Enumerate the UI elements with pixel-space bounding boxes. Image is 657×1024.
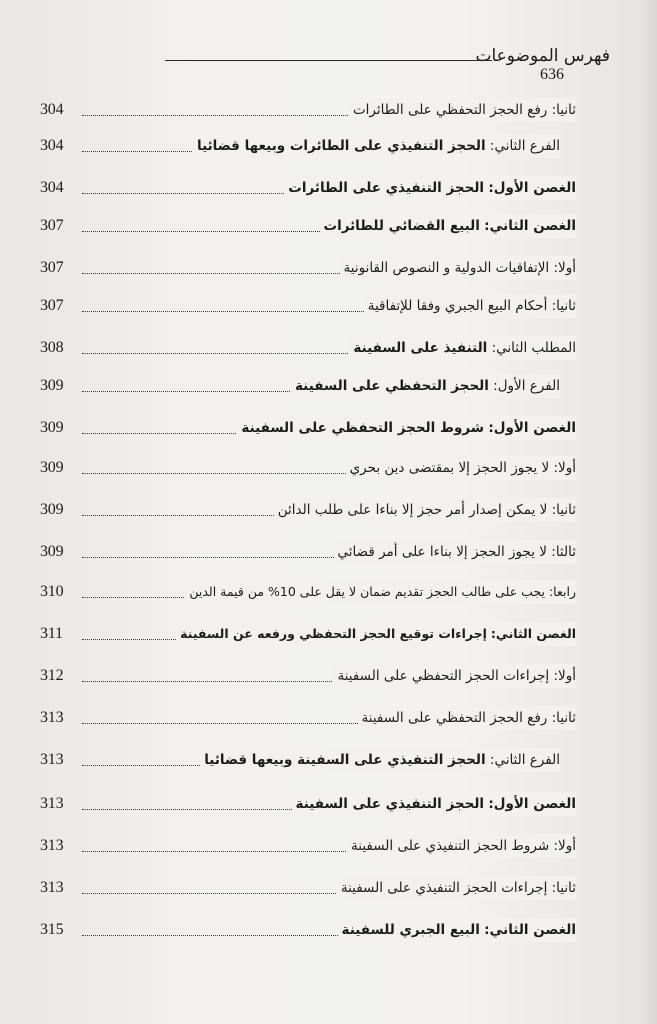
toc-entry-text	[349, 98, 576, 122]
running-title: فهرس الموضوعات	[475, 46, 610, 66]
toc-title: أحكام البيع الجبري وفقا للإتفاقية	[367, 298, 548, 314]
toc-label: أولا:	[553, 668, 576, 684]
toc-page-number: 304	[40, 137, 64, 154]
toc-label: ثانيا:	[551, 298, 576, 314]
toc-entry	[40, 748, 560, 772]
toc-page-number: 313	[40, 795, 64, 812]
toc-title: رفع الحجز التحفظي على السفينة	[361, 710, 548, 726]
toc-page-number: 313	[40, 709, 64, 726]
toc-page-number: 304	[40, 179, 64, 196]
toc-label: ثانيا:	[551, 880, 576, 896]
toc-label: الغصن الأول:	[488, 796, 576, 812]
toc-title: يجب على طالب الحجز تقديم ضمان لا يقل على 10% من قيمة الدين	[189, 584, 545, 599]
toc-title: شروط الحجز التنفيذي على السفينة	[351, 838, 550, 854]
toc-entry	[40, 792, 576, 816]
toc-title: الحجز التنفيذي على السفينة	[295, 796, 485, 812]
toc-entry-text	[274, 498, 576, 522]
toc-entry-text	[200, 748, 560, 772]
toc-entry-text	[185, 580, 576, 604]
toc-page-number: 304	[40, 101, 64, 118]
toc-page-number: 311	[40, 625, 63, 642]
toc-title: الحجز التحفظي على السفينة	[295, 378, 489, 394]
toc-entry-text	[364, 294, 576, 318]
toc-title: إجراءات توقيع الحجز التحفظي ورفعه عن السفينة	[180, 626, 487, 641]
toc-title: رفع الحجز التحفظي على الطائرات	[352, 102, 548, 118]
toc-entry	[40, 540, 576, 564]
toc-entry	[40, 664, 576, 688]
toc-entry-text	[291, 374, 560, 398]
toc-label: الغصن الأول:	[488, 420, 576, 436]
toc-title: الحجز التنفيذي على الطائرات	[288, 180, 485, 196]
toc-entry-text	[340, 256, 576, 280]
toc-page-number: 309	[40, 501, 64, 518]
toc-entry-text	[349, 336, 576, 360]
toc-label: أولا:	[553, 460, 576, 476]
toc-entry-text	[347, 834, 576, 858]
toc-label: ثانيا:	[551, 102, 576, 118]
toc-entry	[40, 622, 576, 646]
toc-entry	[40, 176, 576, 200]
toc-label: الغصن الثاني:	[490, 626, 576, 641]
toc-page-number: 307	[40, 259, 64, 276]
toc-entry	[40, 456, 576, 480]
toc-entry	[40, 834, 576, 858]
toc-entry	[40, 416, 576, 440]
toc-entry	[40, 214, 576, 238]
toc-label: أولا:	[553, 838, 576, 854]
toc-entry	[40, 706, 576, 730]
toc-entry	[40, 98, 576, 122]
toc-title: شروط الحجز التحفظي على السفينة	[241, 420, 485, 436]
toc-title: الحجز التنفيذي على السفينة وبيعها قضائيا	[204, 752, 486, 768]
toc-title: لا يجوز الحجز إلا بناءا على أمر قضائي	[337, 544, 547, 560]
toc-page-number: 313	[40, 837, 64, 854]
toc-page-number: 309	[40, 459, 64, 476]
toc-entry-text	[284, 176, 576, 200]
toc-page-number: 315	[40, 921, 64, 938]
toc-page-number: 309	[40, 419, 64, 436]
page-edge-shadow	[639, 0, 657, 1024]
toc-title: لا يمكن إصدار أمر حجز إلا بناءا على طلب الدائن	[277, 502, 548, 518]
toc-label: الغصن الأول:	[488, 180, 576, 196]
toc-page-number: 313	[40, 751, 64, 768]
toc-entry	[40, 876, 576, 900]
toc-label: ثالثا:	[551, 544, 576, 560]
toc-entry-text	[237, 416, 576, 440]
toc-entry-text	[358, 706, 576, 730]
toc-label: الفرع الثاني:	[489, 138, 560, 154]
toc-title: إجراءات الحجز التحفظي على السفينة	[337, 668, 550, 684]
toc-title: الحجز التنفيذي على الطائرات وبيعها قضائيا	[197, 138, 486, 154]
toc-label: ثانيا:	[551, 502, 576, 518]
toc-entry	[40, 580, 576, 604]
toc-entry	[40, 336, 576, 360]
toc-label: ثانيا:	[551, 710, 576, 726]
header-rule	[165, 60, 492, 61]
toc-entry-text	[176, 622, 576, 646]
toc-page-number: 307	[40, 217, 64, 234]
toc-page-number: 310	[40, 583, 64, 600]
toc-page-number: 312	[40, 667, 64, 684]
toc-entry-text	[334, 540, 576, 564]
toc-title: البيع الجبري للسفينة	[341, 922, 480, 938]
toc-title: إجراءات الحجز التنفيذي على السفينة	[340, 880, 548, 896]
toc-label: الغصن الثاني:	[484, 218, 576, 234]
toc-entry	[40, 256, 576, 280]
toc-entry	[40, 134, 560, 158]
toc-entry	[40, 498, 576, 522]
toc-entry-text	[320, 214, 576, 238]
toc-entry	[40, 374, 560, 398]
page-number: 636	[540, 66, 564, 83]
toc-entry-text	[337, 876, 576, 900]
toc-page-number: 309	[40, 543, 64, 560]
running-head	[40, 46, 610, 76]
toc-entry-text	[346, 456, 576, 480]
toc-label: المطلب الثاني:	[491, 340, 576, 356]
toc-entry	[40, 918, 576, 942]
toc-entry-text	[193, 134, 560, 158]
toc-entry	[40, 294, 576, 318]
toc-title: التنفيذ على السفينة	[353, 340, 488, 356]
toc-label: الفرع الثاني:	[489, 752, 560, 768]
toc-page-number: 309	[40, 377, 64, 394]
toc-title: البيع القضائي للطائرات	[323, 218, 480, 234]
toc-label: الفرع الأول:	[493, 378, 560, 394]
toc-page-number: 307	[40, 297, 64, 314]
toc-label: رابعا:	[548, 584, 576, 599]
toc-page-number: 308	[40, 339, 64, 356]
toc-page-number: 313	[40, 879, 64, 896]
toc-label: أولا:	[553, 260, 576, 276]
toc-title: لا يجوز الحجز إلا بمقتضى دين بحري	[349, 460, 550, 476]
toc-entry-text	[292, 792, 576, 816]
toc-entry-text	[338, 918, 576, 942]
toc-label: الغصن الثاني:	[484, 922, 576, 938]
toc-entry-text	[333, 664, 576, 688]
toc-title: الإتفاقيات الدولية و النصوص القانونية	[343, 260, 550, 276]
